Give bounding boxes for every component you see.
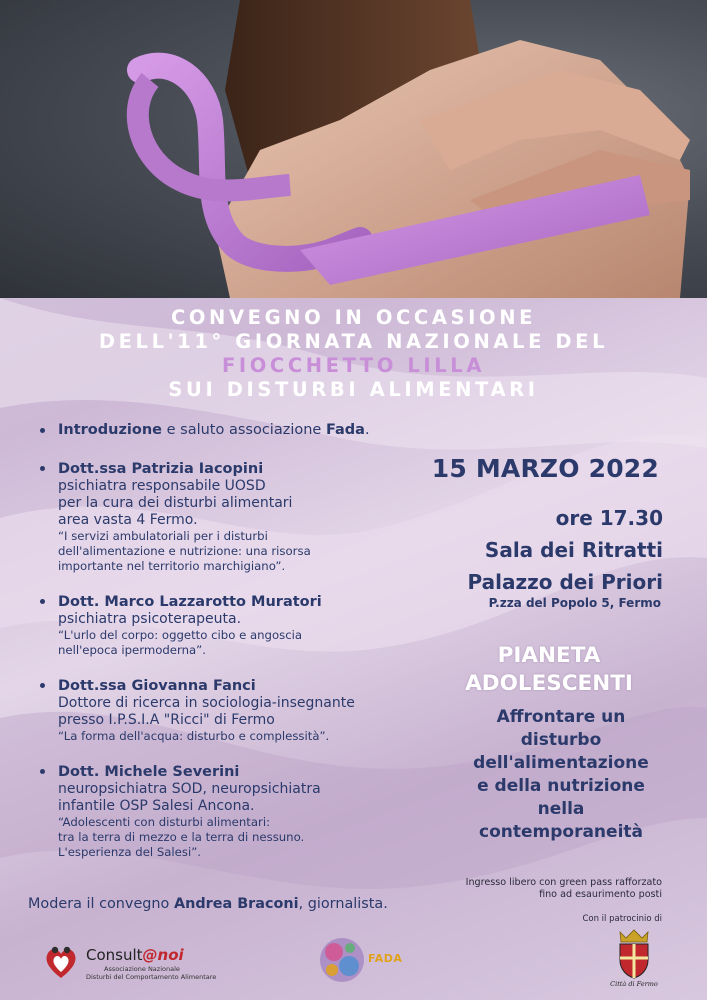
- consultanoi-sub-line: Associazione Nazionale: [104, 965, 180, 973]
- intro-item: [38, 422, 418, 438]
- speaker-role-line: presso I.P.S.I.A "Ricci" di Fermo: [58, 712, 275, 728]
- pianeta-line: ADOLESCENTI: [465, 671, 633, 696]
- speaker-item: [38, 593, 418, 658]
- patronage-label: Con il patrocinio di: [582, 914, 662, 924]
- speaker-role-line: infantile OSP Salesi Ancona.: [58, 798, 255, 814]
- consultanoi-name: [86, 946, 184, 964]
- talk-title-line: “I servizi ambulatoriali per i disturbi: [58, 529, 268, 543]
- speaker-role-line: per la cura dei disturbi alimentari: [58, 495, 293, 511]
- theme-line: nella: [537, 799, 585, 819]
- talk-title-line: importante nel territorio marchigiano”.: [58, 559, 286, 573]
- program-list: [38, 422, 418, 879]
- theme-line: contemporaneità: [479, 822, 643, 842]
- fada-logo: [316, 932, 406, 988]
- speaker-item: [38, 677, 418, 744]
- fada-logo-icon: [316, 932, 368, 988]
- intro-bold-1: Introduzione: [58, 422, 162, 438]
- speaker-name: Dott.ssa Giovanna Fanci: [58, 678, 256, 694]
- theme-text: [451, 706, 671, 844]
- pianeta-line: PIANETA: [497, 643, 601, 668]
- moderator-line: [28, 896, 388, 912]
- event-room: Sala dei Ritratti: [484, 538, 663, 562]
- talk-title-line: “Adolescenti con disturbi alimentari:: [58, 815, 271, 829]
- speaker-item: [38, 460, 418, 574]
- title-line-3: FIOCCHETTO LILLA: [221, 354, 486, 377]
- title-line-4: SUI DISTURBI ALIMENTARI: [168, 378, 539, 401]
- ribbon-photo-illustration: [0, 0, 707, 298]
- speaker-role-line: psichiatra psicoterapeuta.: [58, 611, 242, 627]
- consultanoi-logo: [44, 944, 217, 984]
- consultanoi-subtitle: [86, 966, 216, 981]
- comune-fermo-logo: [610, 928, 658, 990]
- speaker-name: Dott. Marco Lazzarotto Muratori: [58, 594, 322, 610]
- theme-line: disturbo: [520, 730, 602, 750]
- theme-line: e della nutrizione: [477, 776, 645, 796]
- theme-line: Affrontare un: [496, 707, 626, 727]
- pianeta-heading: [439, 642, 659, 698]
- entry-info: [466, 877, 662, 901]
- talk-title-line: dell'alimentazione e nutrizione: una risorsa: [58, 544, 311, 558]
- event-venue: [468, 502, 664, 598]
- consultanoi-name-b: @noi: [142, 946, 184, 964]
- comune-caption: Città di Fermo: [610, 980, 658, 988]
- entry-line: fino ad esaurimento posti: [539, 889, 662, 900]
- talk-title-line: L'esperienza del Salesi”.: [58, 845, 201, 859]
- speaker-role-line: psichiatra responsabile UOSD: [58, 478, 266, 494]
- event-date: 15 MARZO 2022: [431, 454, 659, 483]
- speaker-role-line: neuropsichiatra SOD, neuropsichiatra: [58, 781, 321, 797]
- speaker-role-line: Dottore di ricerca in sociologia-insegnante: [58, 695, 355, 711]
- speaker-name: Dott. Michele Severini: [58, 764, 240, 780]
- intro-bold-2: Fada: [325, 422, 365, 438]
- speaker-name: Dott.ssa Patrizia Iacopini: [58, 461, 264, 477]
- title-line-1: CONVEGNO IN OCCASIONE: [170, 306, 537, 329]
- talk-title-line: “L'urlo del corpo: oggetto cibo e angoscia: [58, 628, 303, 642]
- header-photo: [0, 0, 707, 298]
- consultanoi-name-a: Consult: [86, 946, 143, 964]
- speaker-role-line: area vasta 4 Fermo.: [58, 512, 198, 528]
- hearts-logo-icon: [44, 944, 78, 980]
- coat-of-arms-icon: [614, 928, 654, 980]
- event-address: P.zza del Popolo 5, Fermo: [488, 596, 661, 610]
- speaker-item: [38, 763, 418, 860]
- entry-line: Ingresso libero con green pass rafforzato: [465, 877, 662, 888]
- moderator-suffix: , giornalista.: [298, 896, 388, 912]
- theme-line: dell'alimentazione: [473, 753, 649, 773]
- moderator-name: Andrea Braconi: [173, 896, 299, 912]
- title-line-2: DELL'11° GIORNATA NAZIONALE DEL: [98, 330, 609, 353]
- intro-text-1: e saluto associazione: [162, 422, 326, 438]
- event-time: ore 17.30: [555, 506, 663, 530]
- fada-label: FADA: [368, 952, 403, 965]
- intro-text-2: .: [364, 422, 370, 438]
- talk-title-line: nell'epoca ipermoderna”.: [58, 643, 206, 657]
- consultanoi-sub-line: Disturbi del Comportamento Alimentare: [86, 972, 217, 981]
- event-building: Palazzo dei Priori: [467, 570, 663, 594]
- moderator-prefix: Modera il convegno: [28, 896, 174, 912]
- talk-title-line: “La forma dell'acqua: disturbo e complessità”.: [58, 729, 330, 743]
- event-title: [0, 306, 707, 402]
- talk-title-line: tra la terra di mezzo e la terra di nessuno.: [58, 830, 305, 844]
